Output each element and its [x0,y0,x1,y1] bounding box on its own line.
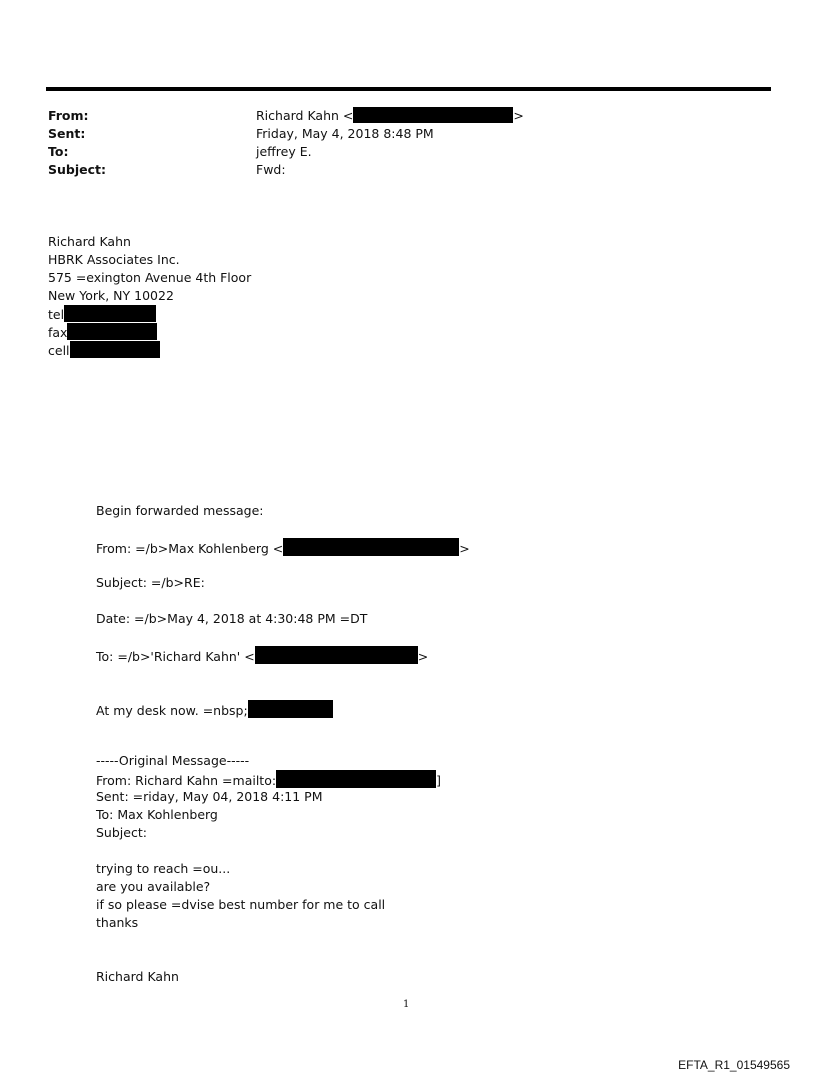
signature-tel [48,305,156,324]
body-line: trying to reach =ou... [96,861,231,876]
signature-city: New York, NY 10022 [48,288,174,303]
from-name: Richard Kahn < [256,108,354,123]
body-line: are you available? [96,879,211,894]
forwarded-reply-text: At my desk now. =nbsp; [96,703,248,718]
redaction-block [283,538,459,556]
header-rule [46,87,771,91]
tel-label: tel [48,307,65,322]
from-close: > [513,108,524,123]
original-subject: Subject: [96,825,147,840]
forwarded-subject: Subject: =/b>RE: [96,575,205,590]
original-to: To: Max Kohlenberg [96,807,218,822]
redaction-block [353,107,513,123]
original-divider: -----Original Message----- [96,753,250,768]
original-from-text: From: Richard Kahn =mailto: [96,773,277,788]
closing-name: Richard Kahn [96,969,179,984]
sent-label: Sent: [48,126,86,141]
forwarded-reply [96,700,333,720]
to-value: jeffrey E. [256,144,312,159]
signature-fax [48,323,157,342]
redaction-block [64,305,156,322]
original-from [96,770,441,790]
signature-company: HBRK Associates Inc. [48,252,180,267]
document-id: EFTA_R1_01549565 [678,1058,790,1072]
fax-label: fax [48,325,68,340]
body-line: thanks [96,915,139,930]
to-label: To: [48,144,69,159]
forwarded-from-text: From: =/b>Max Kohlenberg < [96,541,284,556]
forwarded-intro: Begin forwarded message: [96,503,264,518]
redaction-block [248,700,333,718]
forwarded-from [96,538,470,558]
subject-value: Fwd: [256,162,286,177]
sent-value: Friday, May 4, 2018 8:48 PM [256,126,434,141]
cell-label: cell [48,343,70,358]
original-from-close: ] [436,773,441,788]
redaction-block [67,323,157,340]
forwarded-from-close: > [459,541,470,556]
body-line: if so please =dvise best number for me to call [96,897,386,912]
forwarded-to [96,646,428,666]
subject-label: Subject: [48,162,106,177]
redaction-block [276,770,436,788]
forwarded-to-text: To: =/b>'Richard Kahn' < [96,649,255,664]
page-number: 1 [403,999,410,1010]
forwarded-to-close: > [417,649,429,664]
forwarded-date: Date: =/b>May 4, 2018 at 4:30:48 PM =DT [96,611,368,626]
signature-address: 575 =exington Avenue 4th Floor [48,270,252,285]
signature-name: Richard Kahn [48,234,131,249]
from-value [256,107,524,125]
original-sent: Sent: =riday, May 04, 2018 4:11 PM [96,789,323,804]
redaction-block [255,646,418,664]
redaction-block [70,341,160,358]
signature-cell [48,341,160,360]
from-label: From: [48,108,89,123]
